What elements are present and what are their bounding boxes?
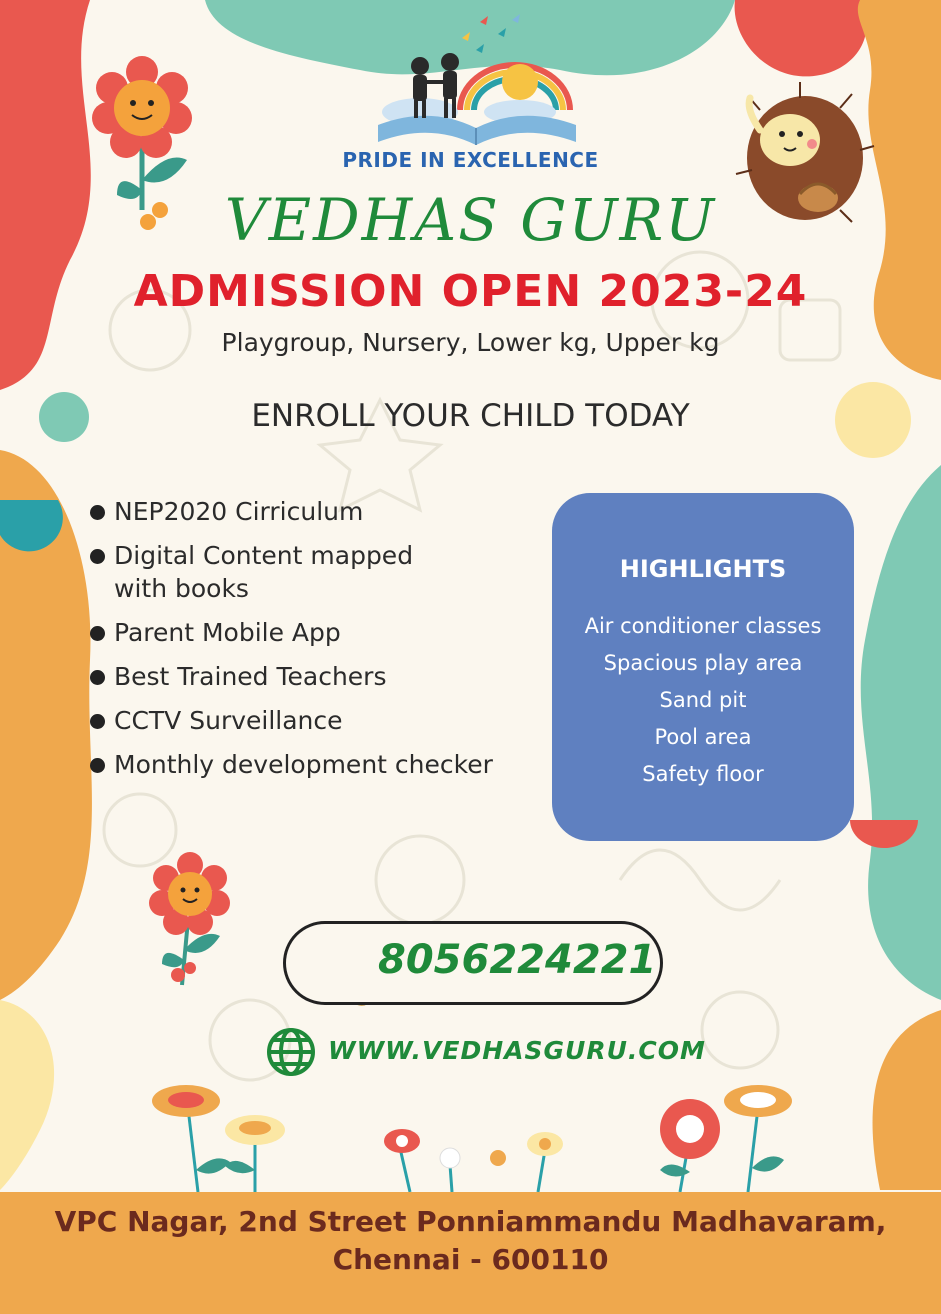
features-list (88, 495, 558, 792)
highlights-list (552, 608, 854, 793)
enroll-call-to-action: ENROLL YOUR CHILD TODAY (251, 398, 690, 434)
feature-item (88, 539, 558, 605)
feature-item (88, 616, 558, 649)
bullet-icon (90, 670, 105, 685)
highlight-item: Safety floor (642, 762, 764, 786)
feature-item (88, 748, 558, 781)
orange-blob-bottom-right (873, 1010, 941, 1190)
feature-label: CCTV Surveillance (114, 706, 343, 735)
website-link[interactable]: WWW.VEDHASGURU.COM (328, 1036, 706, 1065)
school-name: VEDHAS GURU (224, 186, 717, 254)
feature-item (88, 704, 558, 737)
yellow-blob-bottom-left (0, 1000, 54, 1190)
bullet-icon (90, 758, 105, 773)
bottom-flowers (152, 1085, 792, 1192)
globe-icon (268, 1029, 314, 1075)
feature-label: NEP2020 Cirriculum (114, 497, 364, 526)
phone-number[interactable]: 8056224221 (378, 937, 657, 983)
phone-icon (312, 938, 372, 998)
highlight-item: Pool area (654, 725, 752, 749)
coral-blob-top-right (735, 0, 867, 76)
feature-label: Digital Content mapped with books (114, 541, 414, 603)
feature-label: Parent Mobile App (114, 618, 341, 647)
teal-blob-top (205, 0, 735, 75)
teal-blob-right (861, 465, 941, 1000)
feature-label: Best Trained Teachers (114, 662, 387, 691)
bullet-icon (90, 714, 105, 729)
admission-headline: ADMISSION OPEN 2023-24 (133, 266, 808, 317)
bullet-icon (90, 626, 105, 641)
highlight-item: Spacious play area (603, 651, 803, 675)
highlights-title: HIGHLIGHTS (619, 555, 787, 583)
highlight-item: Air conditioner classes (584, 614, 822, 638)
classes-offered: Playgroup, Nursery, Lower kg, Upper kg (221, 328, 720, 357)
sun-flower-mid-left (149, 852, 230, 985)
bullet-icon (90, 549, 105, 564)
logo-tagline: PRIDE IN EXCELLENCE (342, 148, 599, 172)
feature-label: Monthly development checker (114, 750, 493, 779)
feature-item (88, 660, 558, 693)
feature-item (88, 495, 558, 528)
address-line-2: Chennai - 600110 (332, 1243, 609, 1276)
highlight-item: Sand pit (659, 688, 747, 712)
bullet-icon (90, 505, 105, 520)
address-line-1: VPC Nagar, 2nd Street Ponniammandu Madhavaram, (54, 1205, 887, 1238)
